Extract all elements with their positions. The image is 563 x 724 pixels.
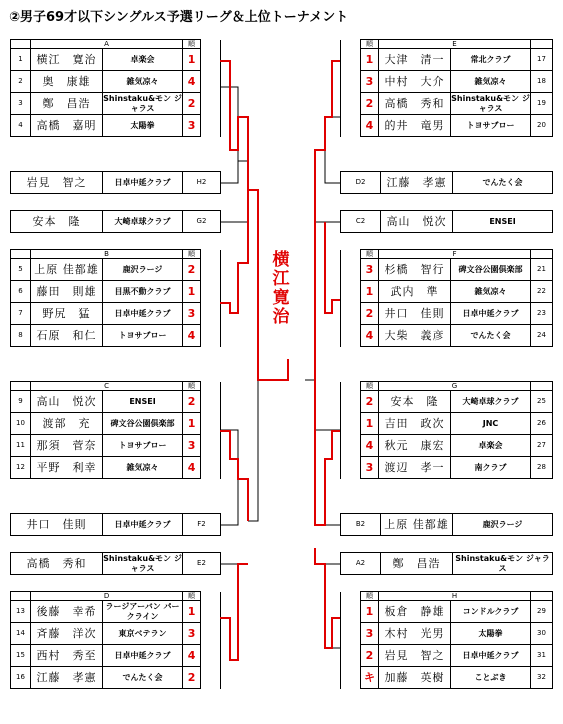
player-number: 27 xyxy=(531,435,553,457)
slot-code: G2 xyxy=(183,211,221,233)
player-club: Shinstaku&モン ジャラス xyxy=(103,93,182,113)
player-rank: 1 xyxy=(183,49,201,71)
player-name: 鄭 昌浩 xyxy=(31,93,103,115)
slot-club: 鹿沢ラージ xyxy=(453,514,553,536)
slot-name: 岩見 智之 xyxy=(11,172,103,194)
player-number: 20 xyxy=(531,115,553,137)
player-name: 大津 清一 xyxy=(379,49,451,71)
player-rank: 1 xyxy=(183,281,201,303)
rank-header: 順 xyxy=(183,382,201,391)
group-label: B xyxy=(31,250,183,259)
player-rank: 1 xyxy=(361,281,379,303)
slot-club: ENSEI xyxy=(453,211,553,233)
slot-name: 鄭 昌浩 xyxy=(381,553,453,575)
player-club: でんたく会 xyxy=(451,325,531,347)
slot-code: E2 xyxy=(183,553,221,575)
player-rank: 3 xyxy=(361,259,379,281)
player-rank: 2 xyxy=(361,303,379,325)
slot-code: A2 xyxy=(341,553,381,575)
slot-club: Shinstaku&モン ジャラス xyxy=(103,553,182,573)
rank-header: 順 xyxy=(183,250,201,259)
player-name: 大柴 義彦 xyxy=(379,325,451,347)
player-name: 安本 隆 xyxy=(379,391,451,413)
slot-code: F2 xyxy=(183,514,221,536)
player-club: 目黒不動クラブ xyxy=(103,281,183,303)
slot-code: B2 xyxy=(341,514,381,536)
player-rank: 4 xyxy=(361,435,379,457)
player-rank: 4 xyxy=(361,115,379,137)
player-club: トヨサブロー xyxy=(451,115,531,137)
group-label: C xyxy=(31,382,183,391)
slot-club: 大崎卓球クラブ xyxy=(103,211,183,233)
player-rank: 2 xyxy=(183,667,201,689)
player-number: 4 xyxy=(11,115,31,137)
player-number: 22 xyxy=(531,281,553,303)
player-name: 横江 寛治 xyxy=(31,49,103,71)
player-number: 28 xyxy=(531,457,553,479)
player-rank: 1 xyxy=(183,601,201,623)
rank-header: 順 xyxy=(183,592,201,601)
player-name: 中村 大介 xyxy=(379,71,451,93)
player-club: コンドルクラブ xyxy=(451,601,531,623)
player-number: 31 xyxy=(531,645,553,667)
slot-name: 上原 佳都雄 xyxy=(381,514,453,536)
player-name: 上原 佳都雄 xyxy=(31,259,103,281)
player-name: 渡辺 孝一 xyxy=(379,457,451,479)
slot-code: H2 xyxy=(183,172,221,194)
player-number: 10 xyxy=(11,413,31,435)
player-rank: 3 xyxy=(361,71,379,93)
player-name: 吉田 政次 xyxy=(379,413,451,435)
player-name: 高橋 嘉明 xyxy=(31,115,103,137)
player-club: 雑気凉々 xyxy=(451,71,531,93)
player-name: 高橋 秀和 xyxy=(379,93,451,115)
player-club: 卓楽会 xyxy=(103,49,183,71)
player-club: 碑文谷公園倶楽部 xyxy=(451,259,531,281)
player-club: 南クラブ xyxy=(451,457,531,479)
player-rank: 3 xyxy=(361,457,379,479)
rank-header: 順 xyxy=(361,592,379,601)
slot-name: 高山 悦次 xyxy=(381,211,453,233)
player-number: 6 xyxy=(11,281,31,303)
player-number: 8 xyxy=(11,325,31,347)
player-number: 25 xyxy=(531,391,553,413)
slot-club: 日卓中延クラブ xyxy=(103,172,183,194)
player-rank: 1 xyxy=(183,413,201,435)
player-name: 石原 和仁 xyxy=(31,325,103,347)
player-club: 雑気凉々 xyxy=(103,457,183,479)
player-club: 卓楽会 xyxy=(451,435,531,457)
slot-club: でんたく会 xyxy=(453,172,553,194)
player-club: 太陽拳 xyxy=(103,115,183,137)
player-number: 9 xyxy=(11,391,31,413)
player-number: 1 xyxy=(11,49,31,71)
player-number: 14 xyxy=(11,623,31,645)
player-number: 13 xyxy=(11,601,31,623)
player-number: 12 xyxy=(11,457,31,479)
player-number: 18 xyxy=(531,71,553,93)
group-label: A xyxy=(31,40,183,49)
player-rank: キ xyxy=(361,667,379,689)
player-club: トヨサブロー xyxy=(103,325,183,347)
player-club: でんたく会 xyxy=(103,667,183,689)
player-rank: 3 xyxy=(361,623,379,645)
player-club: 太陽拳 xyxy=(451,623,531,645)
player-number: 19 xyxy=(531,93,553,115)
group-label: H xyxy=(379,592,531,601)
player-club: 鹿沢ラージ xyxy=(103,259,183,281)
player-number: 16 xyxy=(11,667,31,689)
player-rank: 1 xyxy=(361,49,379,71)
player-club: ENSEI xyxy=(103,391,183,413)
rank-header: 順 xyxy=(361,40,379,49)
player-club: Shinstaku&モン ジャラス xyxy=(451,93,530,113)
player-name: 高山 悦次 xyxy=(31,391,103,413)
slot-name: 江藤 孝憲 xyxy=(381,172,453,194)
player-club: ラージアーバン パークライン xyxy=(103,601,183,623)
player-number: 23 xyxy=(531,303,553,325)
player-number: 29 xyxy=(531,601,553,623)
rank-header: 順 xyxy=(361,382,379,391)
player-club: 大崎卓球クラブ xyxy=(451,391,531,413)
player-rank: 3 xyxy=(183,303,201,325)
player-name: 秋元 康宏 xyxy=(379,435,451,457)
player-rank: 4 xyxy=(361,325,379,347)
player-rank: 2 xyxy=(361,93,379,115)
player-club: 雑気凉々 xyxy=(103,71,183,93)
player-rank: 3 xyxy=(183,623,201,645)
player-number: 7 xyxy=(11,303,31,325)
slot-name: 高橋 秀和 xyxy=(11,553,103,575)
player-club: 東京ベテラン xyxy=(103,623,183,645)
page-title: ②男子69才以下シングルス予選リーグ＆上位トーナメント xyxy=(9,10,349,25)
player-number: 3 xyxy=(11,93,31,115)
player-rank: 2 xyxy=(361,391,379,413)
player-number: 5 xyxy=(11,259,31,281)
player-name: 藤田 則雄 xyxy=(31,281,103,303)
player-rank: 4 xyxy=(183,457,201,479)
rank-header: 順 xyxy=(183,40,201,49)
slot-name: 井口 佳則 xyxy=(11,514,103,536)
bracket-lines-winner xyxy=(220,61,340,660)
player-rank: 4 xyxy=(183,71,201,93)
player-name: 渡部 充 xyxy=(31,413,103,435)
player-number: 2 xyxy=(11,71,31,93)
player-rank: 2 xyxy=(183,391,201,413)
player-club: 常北クラブ xyxy=(451,49,531,71)
player-club: 碑文谷公園倶楽部 xyxy=(103,413,183,435)
champion-name: 横 江 寛 治 xyxy=(272,250,290,327)
player-club: 日卓中延クラブ xyxy=(451,645,531,667)
player-name: 斉藤 洋次 xyxy=(31,623,103,645)
group-label: G xyxy=(379,382,531,391)
player-rank: 1 xyxy=(361,413,379,435)
player-name: 杉橋 智行 xyxy=(379,259,451,281)
player-number: 30 xyxy=(531,623,553,645)
player-number: 32 xyxy=(531,667,553,689)
player-name: 岩見 智之 xyxy=(379,645,451,667)
player-rank: 4 xyxy=(183,325,201,347)
player-rank: 3 xyxy=(183,115,201,137)
player-club: JNC xyxy=(451,413,531,435)
group-label: D xyxy=(31,592,183,601)
player-number: 15 xyxy=(11,645,31,667)
player-number: 24 xyxy=(531,325,553,347)
player-name: 野尻 猛 xyxy=(31,303,103,325)
player-club: トヨサブロー xyxy=(103,435,183,457)
player-name: 井口 佳則 xyxy=(379,303,451,325)
player-name: 平野 利幸 xyxy=(31,457,103,479)
rank-header: 順 xyxy=(361,250,379,259)
player-club: 日卓中延クラブ xyxy=(451,303,531,325)
slot-club: Shinstaku&モン ジャラス xyxy=(453,553,553,575)
player-name: 後藤 幸希 xyxy=(31,601,103,623)
player-number: 26 xyxy=(531,413,553,435)
player-rank: 2 xyxy=(361,645,379,667)
player-name: 板倉 静雄 xyxy=(379,601,451,623)
player-club: ことぶき xyxy=(451,667,531,689)
player-club: 雑気凉々 xyxy=(451,281,531,303)
player-rank: 2 xyxy=(183,93,201,115)
player-rank: 3 xyxy=(183,435,201,457)
player-name: 那須 菅奈 xyxy=(31,435,103,457)
player-rank: 1 xyxy=(361,601,379,623)
player-name: 武内 準 xyxy=(379,281,451,303)
player-club: 日卓中延クラブ xyxy=(103,303,183,325)
player-rank: 4 xyxy=(183,645,201,667)
player-rank: 2 xyxy=(183,259,201,281)
group-label: E xyxy=(379,40,531,49)
player-number: 11 xyxy=(11,435,31,457)
slot-club: 日卓中延クラブ xyxy=(103,514,183,536)
slot-name: 安本 隆 xyxy=(11,211,103,233)
player-number: 17 xyxy=(531,49,553,71)
player-name: 西村 秀至 xyxy=(31,645,103,667)
player-name: 的井 竜男 xyxy=(379,115,451,137)
player-name: 加藤 英樹 xyxy=(379,667,451,689)
player-club: 日卓中延クラブ xyxy=(103,645,183,667)
player-number: 21 xyxy=(531,259,553,281)
player-name: 江藤 孝憲 xyxy=(31,667,103,689)
player-name: 木村 光男 xyxy=(379,623,451,645)
player-name: 奥 康雄 xyxy=(31,71,103,93)
slot-code: C2 xyxy=(341,211,381,233)
slot-code: D2 xyxy=(341,172,381,194)
group-label: F xyxy=(379,250,531,259)
